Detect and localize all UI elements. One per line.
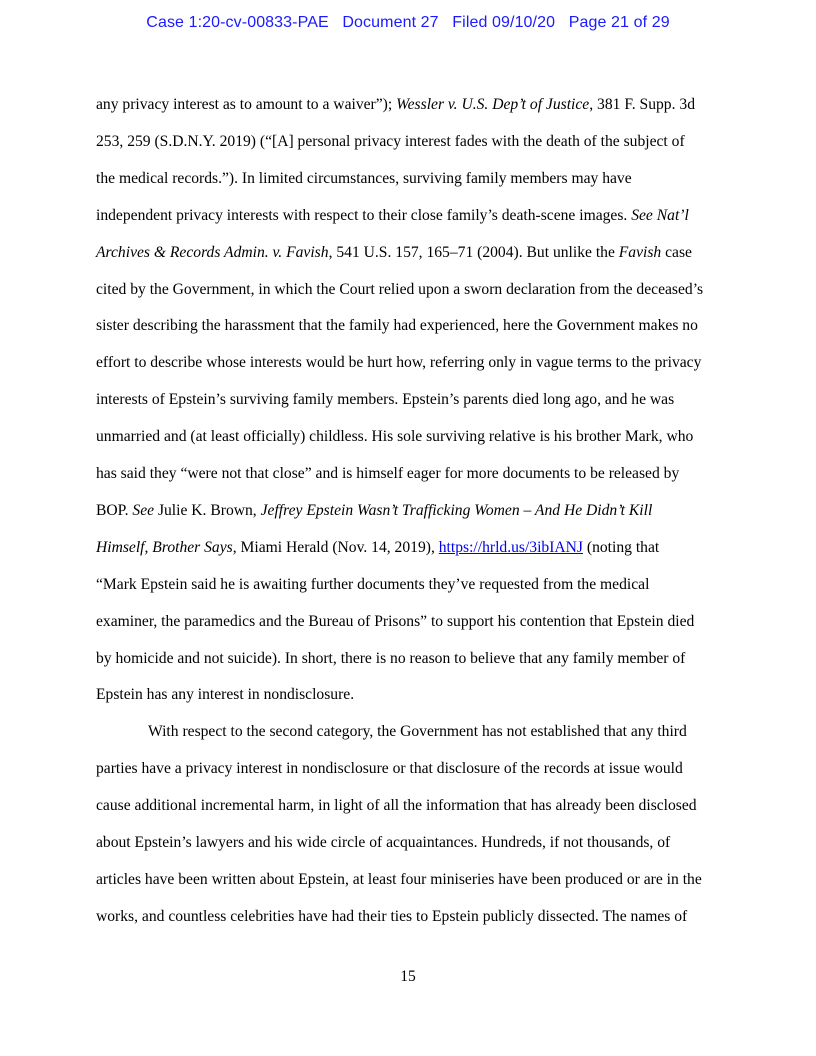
text-line bbox=[96, 907, 687, 927]
text-line bbox=[96, 95, 695, 115]
citation-link[interactable]: https://hrld.us/3ibIANJ bbox=[438, 538, 583, 556]
italic-text: Himself, Brother Says bbox=[96, 538, 233, 556]
text-line bbox=[96, 538, 659, 558]
text-line bbox=[96, 206, 689, 226]
text-line bbox=[96, 870, 702, 890]
text-segment: Epstein has any interest in nondisclosure. bbox=[96, 686, 355, 704]
text-segment: , 541 U.S. 157, 165–71 (2004). But unlike the bbox=[328, 243, 619, 261]
text-segment: , 381 F. Supp. 3d bbox=[589, 96, 695, 113]
text-line bbox=[96, 169, 632, 189]
text-segment: cause additional incremental harm, in light of all the information that has already been disclosed bbox=[96, 797, 697, 815]
text-segment: case bbox=[661, 243, 692, 261]
text-segment: sister describing the harassment that the family had experienced, here the Government makes no bbox=[96, 317, 698, 335]
text-segment: articles have been written about Epstein, at least four miniseries have been produced or are in the bbox=[96, 870, 702, 888]
text-segment: unmarried and (at least officially) childless. His sole surviving relative is his brother Mark, who bbox=[96, 428, 694, 446]
text-segment: Julie K. Brown, bbox=[154, 501, 261, 519]
italic-text: Favish bbox=[618, 243, 662, 261]
text-line bbox=[148, 722, 687, 742]
text-line bbox=[96, 316, 698, 336]
text-line bbox=[96, 390, 674, 410]
page-number: 15 bbox=[400, 968, 416, 985]
text-segment: independent privacy interests with respect to their close family’s death-scene images. bbox=[96, 206, 632, 224]
filed-date: Filed 09/10/20 bbox=[452, 14, 556, 31]
text-segment: , Miami Herald (Nov. 14, 2019), bbox=[232, 538, 439, 556]
text-line bbox=[96, 243, 692, 263]
text-segment: (noting that bbox=[583, 538, 660, 556]
ecf-header bbox=[0, 14, 816, 32]
case-number: Case 1:20-cv-00833-PAE bbox=[146, 14, 329, 31]
text-line bbox=[96, 759, 683, 779]
italic-text: See Nat’l bbox=[631, 206, 689, 224]
text-segment: 253, 259 (S.D.N.Y. 2019) (“[A] personal privacy interest fades with the death of the subject of bbox=[96, 132, 685, 150]
text-line bbox=[96, 132, 685, 152]
text-segment: by homicide and not suicide). In short, there is no reason to believe that any family member of bbox=[96, 649, 686, 667]
text-segment: works, and countless celebrities have had their ties to Epstein publicly dissected. The names of bbox=[96, 907, 688, 925]
italic-text: Archives & Records Admin. v. Favish bbox=[96, 243, 329, 261]
text-segment: BOP. bbox=[96, 501, 133, 519]
text-segment: parties have a privacy interest in nondisclosure or that disclosure of the records at issue would bbox=[96, 760, 683, 778]
text-line bbox=[96, 280, 703, 300]
text-segment: any privacy interest as to amount to a waiver”); bbox=[96, 96, 397, 113]
italic-text: See bbox=[132, 501, 155, 519]
text-line bbox=[96, 353, 701, 373]
text-segment: “Mark Epstein said he is awaiting further documents they’ve requested from the medical bbox=[96, 575, 650, 593]
text-line bbox=[96, 501, 652, 521]
text-line bbox=[96, 796, 697, 816]
text-segment: about Epstein’s lawyers and his wide circle of acquaintances. Hundreds, if not thousands, of bbox=[96, 834, 671, 851]
text-segment: examiner, the paramedics and the Bureau of Prisons” to support his contention that Epstein died bbox=[96, 612, 695, 630]
text-line bbox=[96, 612, 694, 632]
text-line bbox=[96, 833, 670, 853]
text-line bbox=[96, 575, 649, 595]
text-segment: the medical records.”). In limited circumstances, surviving family members may have bbox=[96, 169, 632, 187]
text-line bbox=[96, 464, 679, 484]
page-of: Page 21 of 29 bbox=[568, 14, 670, 31]
text-segment: interests of Epstein’s surviving family members. Epstein’s parents died long ago, and he was bbox=[96, 391, 675, 409]
document-number: Document 27 bbox=[342, 14, 439, 31]
text-segment: With respect to the second category, the Government has not established that any third bbox=[148, 723, 687, 741]
text-segment: cited by the Government, in which the Court relied upon a sworn declaration from the deceased’s bbox=[96, 280, 704, 298]
italic-text: Wessler v. U.S. Dep’t of Justice bbox=[396, 96, 590, 113]
italic-text: Jeffrey Epstein Wasn’t Trafficking Women – And He Didn’t Kill bbox=[260, 501, 653, 519]
text-segment: has said they “were not that close” and is himself eager for more documents to be released by bbox=[96, 465, 680, 482]
text-line bbox=[96, 427, 693, 447]
text-line bbox=[96, 685, 354, 705]
text-line bbox=[96, 649, 685, 669]
text-segment: effort to describe whose interests would be hurt how, referring only in vague terms to the privacy bbox=[96, 354, 702, 372]
